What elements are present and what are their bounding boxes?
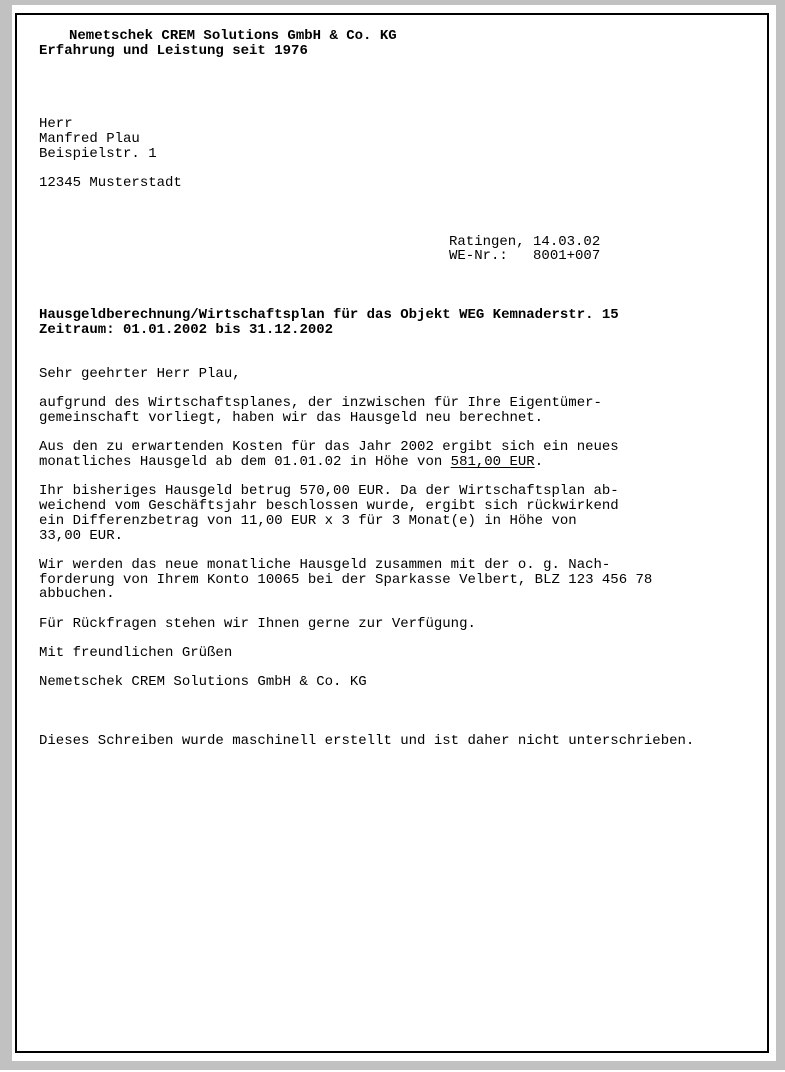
paragraph-3: [39, 484, 753, 543]
body-line: aufgrund des Wirtschaftsplanes, der inzwischen für Ihre Eigentümer-: [39, 395, 602, 412]
paragraph-1: [39, 396, 753, 425]
body-line: abbuchen.: [39, 586, 115, 603]
body-line: Ihr bisheriges Hausgeld betrug 570,00 EUR. Da der Wirtschaftsplan ab-: [39, 483, 619, 500]
page-border: [15, 13, 769, 1053]
place-date-line: Ratingen, 14.03.02: [449, 233, 601, 250]
body-line: Wir werden das neue monatliche Hausgeld zusammen mit der o. g. Nach-: [39, 556, 611, 573]
body-line: Aus den zu erwartenden Kosten für das Jahr 2002 ergibt sich ein neues: [39, 439, 619, 456]
closing-greeting: Mit freundlichen Grüßen: [39, 645, 233, 661]
body-line: gemeinschaft vorliegt, haben wir das Hausgeld neu berechnet.: [39, 410, 544, 426]
new-hausgeld-amount-underlined: 581,00 EUR: [450, 454, 535, 471]
recipient-city: 12345 Musterstadt: [39, 174, 182, 191]
closing-company: Nemetschek CREM Solutions GmbH & Co. KG: [39, 674, 367, 691]
letter-page: [12, 5, 776, 1061]
subject-line-1: Hausgeldberechnung/Wirtschaftsplan für das Objekt WEG Kemnaderstr. 15: [39, 307, 619, 324]
subject-block: [39, 308, 753, 337]
date-reference-block: [449, 235, 753, 264]
machine-generated-note: Dieses Schreiben wurde maschinell erstellt und ist daher nicht unterschrieben.: [39, 733, 695, 750]
recipient-name: Manfred Plau: [39, 130, 140, 147]
paragraph-2: [39, 440, 753, 469]
letter-content: [17, 15, 767, 1051]
paragraph-4: [39, 558, 753, 602]
salutation: Sehr geehrter Herr Plau,: [39, 365, 241, 382]
letterhead-tagline: Erfahrung und Leistung seit 1976: [39, 42, 308, 59]
body-line-with-amount: [39, 455, 753, 470]
recipient-title: Herr: [39, 116, 73, 133]
letterhead-company: Nemetschek CREM Solutions GmbH & Co. KG: [69, 28, 397, 44]
recipient-street: Beispielstr. 1: [39, 145, 157, 162]
amount-suffix-text: .: [534, 454, 544, 471]
body-line: forderung von Ihrem Konto 10065 bei der Sparkasse Velbert, BLZ 123 456 78: [39, 571, 653, 588]
body-line: weichend vom Geschäftsjahr beschlossen wurde, ergibt sich rückwirkend: [39, 498, 619, 515]
subject-line-2: Zeitraum: 01.01.2002 bis 31.12.2002: [39, 321, 334, 338]
body-line: 33,00 EUR.: [39, 527, 124, 544]
paragraph-5: Für Rückfragen stehen wir Ihnen gerne zur Verfügung.: [39, 615, 476, 632]
we-number-line: WE-Nr.: 8001+007: [449, 248, 601, 265]
body-line: ein Differenzbetrag von 11,00 EUR x 3 für 3 Monat(e) in Höhe von: [39, 512, 577, 529]
amount-prefix-text: monatliches Hausgeld ab dem 01.01.02 in Höhe von: [39, 454, 451, 471]
recipient-address-block: [39, 117, 753, 190]
